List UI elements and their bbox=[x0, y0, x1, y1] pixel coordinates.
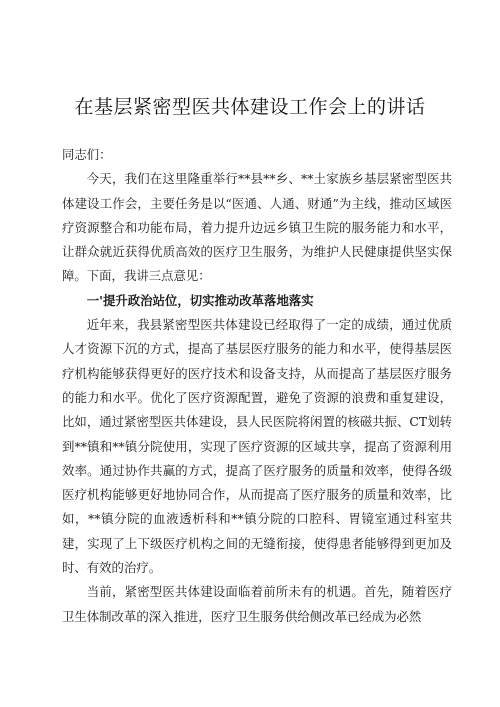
paragraph-opening: 今天，我们在这里隆重举行**县**乡、**土家族乡基层紧密型医共体建设工作会，主要任务是以“医通、人通、财通”为主线，推动区域医疗资源整合和功能布局，着力提升边远乡镇卫生院的服务能力和水平，让群众就近获得优质高效的医疗卫生服务，为维护人民健康提供坚实保障。下面，我讲三点意见： bbox=[62, 171, 452, 284]
paragraph-achievements: 近年来，我县紧密型医共体建设已经取得了一定的成绩，通过优质人才资源下沉的方式，提高了基层医疗服务的能力和水平，使得基层医疗机构能够获得更好的医疗技术和设备支持，从而提高了基层医疗服务的能力和水平。优化了医疗资源配置，避免了资源的浪费和重复建设，比如，通过紧密型医共体建设，县人民医院将闲置的核磁共振、CT划转到**镇和**镇分院使用，实现了医疗资源的区域共享，提高了资源利用效率。通过协作共赢的方式，提高了医疗服务的质量和效率，使得各级医疗机构能够更好地协同合作，从而提高了医疗服务的质量和效率，比如，**镇分院的血液透析科和**镇分院的口腔科、胃镜室通过科室共建，实现了上下级医疗机构之间的无缝衔接，使得患者能够得到更加及时、有效的治疗。 bbox=[62, 317, 452, 576]
salutation: 同志们： bbox=[62, 147, 112, 162]
paragraph-opportunities: 当前，紧密型医共体建设面临着前所未有的机遇。首先，随着医疗卫生体制改革的深入推进，医疗卫生服务供给侧改革已经成为必然 bbox=[62, 584, 452, 624]
document-title: 在基层紧密型医共体建设工作会上的讲话 bbox=[74, 96, 426, 118]
section-heading-1: 一'提升政治站位，切实推动改革落地落实 bbox=[86, 292, 314, 308]
document-body bbox=[62, 143, 452, 629]
